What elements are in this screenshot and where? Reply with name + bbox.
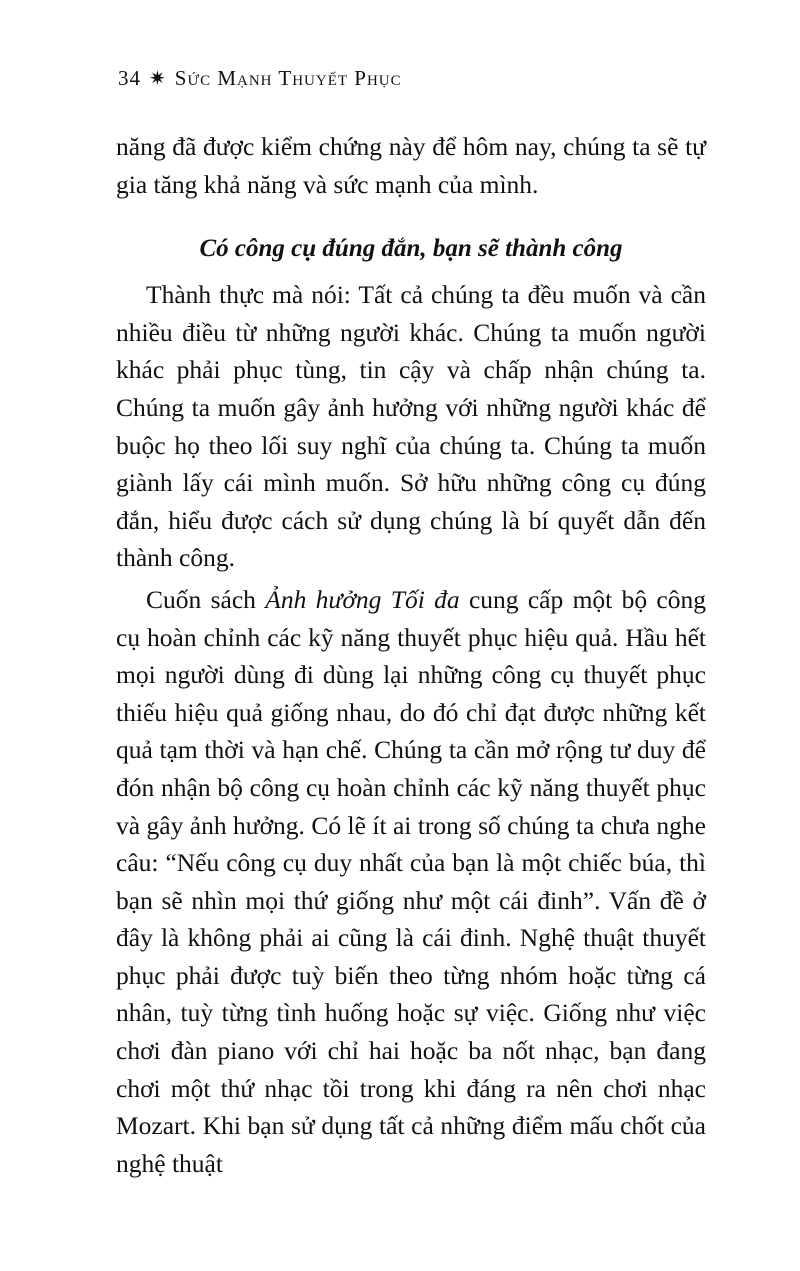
paragraph-2-rest: cung cấp một bộ công cụ hoàn chỉnh các kỹ năng thuyết phục hiệu quả. Hầu hết mọi người dùng đi dùng lại những công cụ thuyết phục thiếu hiệu quả giống nhau, do đó chỉ đạt được những kết quả tạm thời và hạn chế. Chúng ta cần mở rộng tư duy để đón nhận bộ công cụ hoàn chỉnh các kỹ năng thuyết phục và gây ảnh hưởng. Có lẽ ít ai trong số chúng ta chưa nghe câu: “Nếu công cụ duy nhất của bạn là một chiếc búa, thì bạn sẽ nhìn mọi thứ giống như một cái đinh”. Vấn đề ở đây là không phải ai cũng là cái đinh. Nghệ thuật thuyết phục phải được tuỳ biến theo từng nhóm hoặc từng cá nhân, tuỳ từng tình huống hoặc sự việc. Giống như việc chơi đàn piano với chỉ hai hoặc ba nốt nhạc, bạn đang chơi một thứ nhạc tồi trong khi đáng ra nên chơi nhạc Mozart. Khi bạn sử dụng tất cả những điểm mấu chốt của nghệ thuật — [116, 584, 706, 1178]
continuation-paragraph: năng đã được kiểm chứng này để hôm nay, chúng ta sẽ tự gia tăng khả năng và sức mạnh của mình. — [116, 132, 706, 199]
section-heading: Có công cụ đúng đắn, bạn sẽ thành công — [199, 235, 623, 263]
body-text — [116, 128, 706, 1182]
header-separator: ✷ — [149, 68, 167, 90]
book-title-inline: Ảnh hưởng Tối đa — [265, 584, 460, 614]
running-header — [118, 66, 402, 91]
paragraph-2-lead: Cuốn sách — [146, 584, 266, 614]
paragraph-2 — [116, 581, 706, 1183]
book-title: Sức Mạnh Thuyết Phục — [174, 66, 402, 90]
paragraph-1: Thành thực mà nói: Tất cả chúng ta đều muốn và cần nhiều điều từ những người khác. Chúng ta muốn người khác phải phục tùng, tin cậy và chấp nhận chúng ta. Chúng ta muốn gây ảnh hưởng với những người khác để buộc họ theo lối suy nghĩ của chúng ta. Chúng ta muốn giành lấy cái mình muốn. Sở hữu những công cụ đúng đắn, hiểu được cách sử dụng chúng là bí quyết dẫn đến thành công. — [116, 280, 706, 573]
page-number: 34 — [118, 66, 141, 90]
